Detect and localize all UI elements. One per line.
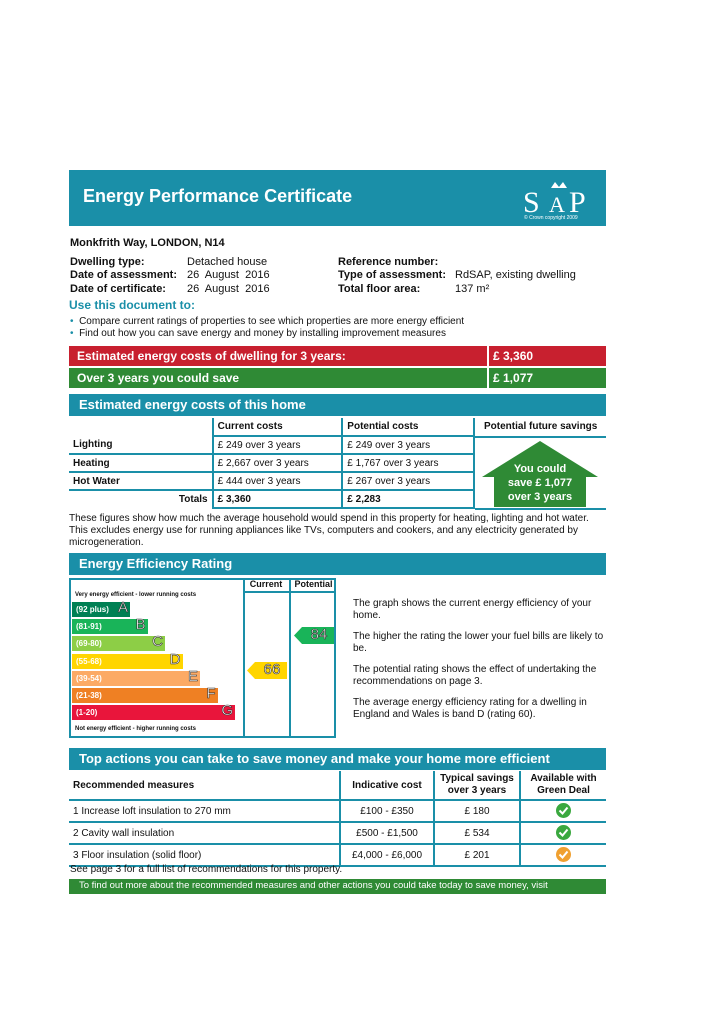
band-letter: C bbox=[152, 633, 163, 651]
rating-col-potential: Potential bbox=[294, 579, 333, 589]
band-range: (1-20) bbox=[76, 708, 98, 718]
band-range: (55-68) bbox=[76, 656, 102, 666]
see-page-note: See page 3 for a full list of recommendations for this property. bbox=[70, 864, 343, 875]
row-label: Hot Water bbox=[69, 472, 213, 490]
savings-summary-bar: Over 3 years you could save bbox=[69, 368, 487, 388]
rating-band-f bbox=[72, 685, 218, 703]
rating-band-d bbox=[72, 650, 183, 669]
band-range: (39-54) bbox=[76, 673, 102, 683]
header-banner bbox=[69, 170, 606, 226]
indicative-cost: £4,000 - £6,000 bbox=[340, 844, 434, 866]
rating-section-header: Energy Efficiency Rating bbox=[69, 553, 606, 575]
typical-saving: £ 180 bbox=[434, 800, 520, 822]
actions-header-saving: Typical savings over 3 years bbox=[434, 771, 520, 800]
row-label: Heating bbox=[69, 454, 213, 472]
costs-table bbox=[69, 418, 475, 509]
table-row bbox=[69, 454, 474, 472]
footer-bar: To find out more about the recommended measures and other actions you could take today to save money, visit bbox=[69, 879, 606, 894]
total-current: £ 3,360 bbox=[213, 490, 343, 508]
certificate-date-label: Date of certificate: bbox=[70, 283, 166, 295]
floor-area-label: Total floor area: bbox=[338, 283, 421, 295]
savings-line-2: save £ 1,077 bbox=[507, 477, 573, 489]
band-letter: B bbox=[135, 616, 146, 634]
rating-value: 66 bbox=[263, 660, 281, 678]
floor-area: 137 m² bbox=[455, 283, 490, 295]
measure: 3 Floor insulation (solid floor) bbox=[69, 844, 340, 866]
assessment-type-label: Type of assessment: bbox=[338, 269, 447, 281]
band-range: (21-38) bbox=[76, 691, 102, 700]
potential-rating-arrow bbox=[294, 627, 334, 649]
table-row bbox=[69, 472, 474, 490]
check-icon bbox=[556, 847, 571, 862]
savings-line-1: You could bbox=[513, 463, 567, 475]
band-range: (69-80) bbox=[76, 639, 102, 649]
totals-row bbox=[69, 490, 474, 508]
address: Monkfrith Way, LONDON, N14 bbox=[70, 237, 225, 249]
assessment-type: RdSAP, existing dwelling bbox=[455, 269, 576, 281]
rating-band-g bbox=[72, 702, 235, 720]
certificate-date: 26 August 2016 bbox=[187, 283, 270, 295]
assessment-date-label: Date of assessment: bbox=[70, 269, 177, 281]
assessment-date: 26 August 2016 bbox=[187, 269, 270, 281]
rating-band-c bbox=[72, 633, 165, 651]
svg-text:P: P bbox=[569, 186, 586, 219]
dwelling-type: Detached house bbox=[187, 256, 268, 268]
actions-header-green-deal: Available with Green Deal bbox=[520, 771, 606, 800]
rating-explanation bbox=[353, 598, 605, 721]
costs-header-potential: Potential costs bbox=[342, 418, 474, 436]
explain-paragraph: The average energy efficiency rating for a dwelling in England and Wales is band D (rating 60). bbox=[353, 697, 587, 720]
actions-header-cost: Indicative cost bbox=[340, 771, 434, 800]
rating-col-current: Current bbox=[249, 579, 283, 589]
indicative-cost: £500 - £1,500 bbox=[340, 822, 434, 844]
rating-top-note: Very energy efficient - lower running costs bbox=[75, 592, 197, 598]
rating-band-b bbox=[72, 616, 148, 634]
measure: 1 Increase loft insulation to 270 mm bbox=[69, 800, 340, 822]
row-label: Lighting bbox=[69, 436, 213, 454]
costs-section-header: Estimated energy costs of this home bbox=[69, 394, 606, 416]
totals-label: Totals bbox=[178, 494, 208, 505]
row-current: £ 249 over 3 years bbox=[213, 436, 343, 454]
costs-header-current: Current costs bbox=[213, 418, 343, 436]
table-row bbox=[69, 822, 606, 844]
typical-saving: £ 534 bbox=[434, 822, 520, 844]
band-range: (81-91) bbox=[76, 622, 102, 632]
use-doc-title: Use this document to: bbox=[69, 298, 196, 312]
svg-text:S: S bbox=[523, 186, 540, 219]
actions-header-measure: Recommended measures bbox=[69, 771, 340, 800]
cost-summary-bar: Estimated energy costs of dwelling for 3 years: bbox=[69, 346, 487, 366]
explain-paragraph: The potential rating shows the effect of undertaking the recommendations on page 3. bbox=[353, 664, 597, 687]
row-potential: £ 1,767 over 3 years bbox=[342, 454, 474, 472]
row-current: £ 2,667 over 3 years bbox=[213, 454, 343, 472]
savings-house-graphic bbox=[482, 441, 598, 507]
row-potential: £ 249 over 3 years bbox=[342, 436, 474, 454]
dwelling-type-label: Dwelling type: bbox=[70, 256, 145, 268]
current-rating-arrow bbox=[247, 662, 287, 684]
rating-chart bbox=[69, 578, 336, 738]
use-doc-bullet: • Find out how you can save energy and money by installing improvement measures bbox=[70, 328, 446, 339]
check-icon bbox=[556, 803, 571, 818]
rating-band-a bbox=[72, 599, 130, 617]
actions-table bbox=[69, 771, 606, 867]
reference-label: Reference number: bbox=[338, 256, 439, 268]
rating-band-e bbox=[72, 667, 200, 686]
table-row bbox=[69, 844, 606, 866]
band-letter: D bbox=[169, 650, 181, 668]
table-row bbox=[69, 800, 606, 822]
band-letter: E bbox=[187, 667, 198, 685]
band-letter: G bbox=[221, 702, 233, 720]
table-row bbox=[69, 436, 474, 454]
actions-section-header: Top actions you can take to save money and make your home more efficient bbox=[69, 748, 606, 770]
band-letter: F bbox=[206, 685, 216, 702]
costs-header-savings: Potential future savings bbox=[484, 421, 598, 432]
rating-value: 84 bbox=[310, 626, 328, 644]
explain-paragraph: The higher the rating the lower your fuel bills are likely to be. bbox=[353, 631, 604, 654]
svg-text:A: A bbox=[549, 192, 565, 217]
explain-paragraph: The graph shows the current energy efficiency of your home. bbox=[353, 598, 592, 621]
indicative-cost: £100 - £350 bbox=[340, 800, 434, 822]
savings-summary-value: £ 1,077 bbox=[489, 368, 606, 388]
page-title: Energy Performance Certificate bbox=[83, 186, 353, 206]
typical-saving: £ 201 bbox=[434, 844, 520, 866]
copyright: © Crown copyright 2009 bbox=[524, 215, 578, 221]
row-current: £ 444 over 3 years bbox=[213, 472, 343, 490]
check-icon bbox=[556, 825, 571, 840]
use-doc-bullet: • Compare current ratings of properties to see which properties are more energy efficient bbox=[70, 316, 465, 327]
costs-note: These figures show how much the average household would spend in this property for heating, lighting and hot water. This excludes energy use for running appliances like TVs, computers and cookers, and any electricity generated by microgeneration. bbox=[69, 513, 589, 548]
band-letter: A bbox=[117, 599, 128, 616]
row-potential: £ 267 over 3 years bbox=[342, 472, 474, 490]
cost-summary-value: £ 3,360 bbox=[489, 346, 606, 366]
total-potential: £ 2,283 bbox=[342, 490, 474, 508]
band-range: (92 plus) bbox=[76, 605, 109, 614]
rating-bottom-note: Not energy efficient - higher running costs bbox=[75, 726, 197, 732]
measure: 2 Cavity wall insulation bbox=[69, 822, 340, 844]
savings-line-3: over 3 years bbox=[507, 491, 573, 503]
